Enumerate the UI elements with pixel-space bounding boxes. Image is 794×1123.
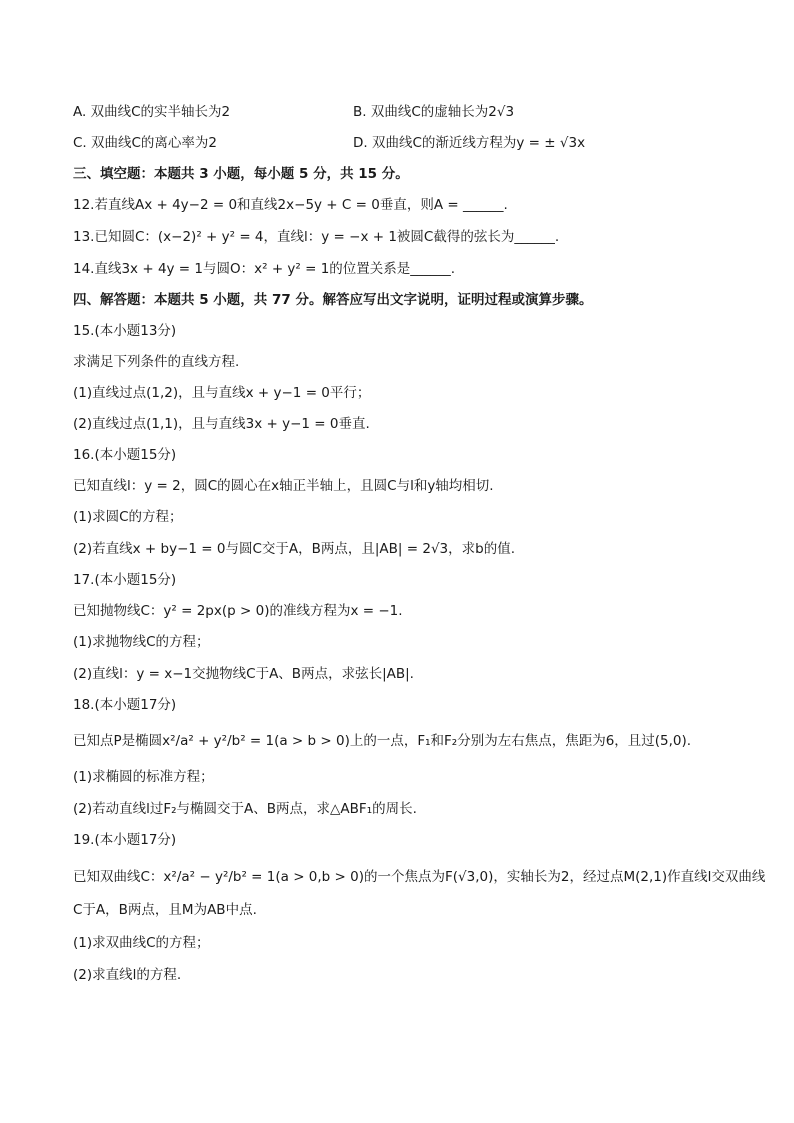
question-19-stem-cont: C于A，B两点，且M为AB中点. [73, 902, 257, 918]
question-15-stem: 求满足下列条件的直线方程. [73, 354, 240, 370]
question-17-part2: (2)直线l：y = x−1交抛物线C于A、B两点，求弦长|AB|. [73, 666, 414, 682]
question-19-part2: (2)求直线l的方程. [73, 967, 182, 983]
question-16-title: 16.(本小题15分) [73, 447, 177, 463]
question-19-part1: (1)求双曲线C的方程； [73, 935, 210, 951]
option-b[interactable]: B. 双曲线C的虚轴长为2√3 [353, 104, 515, 120]
section4-heading: 四、解答题：本题共 5 小题，共 77 分。解答应写出文字说明，证明过程或演算步骤。 [73, 292, 593, 308]
question-12: 12.若直线Ax + 4y−2 = 0和直线2x−5y + C = 0垂直，则A = ______. [73, 197, 508, 213]
question-19-title: 19.(本小题17分) [73, 832, 177, 848]
question-17-part1: (1)求抛物线C的方程； [73, 634, 210, 650]
question-18-title: 18.(本小题17分) [73, 697, 177, 713]
option-a[interactable]: A. 双曲线C的实半轴长为2 [73, 104, 231, 120]
question-18-part2: (2)若动直线l过F₂与椭圆交于A、B两点，求△ABF₁的周长. [73, 801, 417, 817]
question-17-title: 17.(本小题15分) [73, 572, 177, 588]
question-15-part2: (2)直线过点(1,1)，且与直线3x + y−1 = 0垂直. [73, 416, 370, 432]
section3-heading: 三、填空题：本题共 3 小题，每小题 5 分，共 15 分。 [73, 166, 409, 182]
option-row-ab [73, 102, 733, 122]
question-18-stem: 已知点P是椭圆x²/a² + y²/b² = 1(a > b > 0)上的一点，F₁和F₂分别为左右焦点，焦距为6，且过(5,0). [73, 733, 692, 749]
question-14: 14.直线3x + 4y = 1与圆O：x² + y² = 1的位置关系是______. [73, 261, 456, 277]
question-19-stem: 已知双曲线C：x²/a² − y²/b² = 1(a > 0,b > 0)的一个焦点为F(√3,0)，实轴长为2，经过点M(2,1)作直线l交双曲线 [73, 869, 766, 885]
question-16-part1: (1)求圆C的方程； [73, 509, 183, 525]
question-18-part1: (1)求椭圆的标准方程； [73, 769, 214, 785]
question-13: 13.已知圆C：(x−2)² + y² = 4，直线l：y = −x + 1被圆C截得的弦长为______. [73, 229, 560, 245]
question-17-stem: 已知抛物线C：y² = 2px(p > 0)的准线方程为x = −1. [73, 603, 403, 619]
question-16-part2: (2)若直线x + by−1 = 0与圆C交于A，B两点，且|AB| = 2√3，求b的值. [73, 541, 515, 557]
question-15-title: 15.(本小题13分) [73, 323, 177, 339]
option-d[interactable]: D. 双曲线C的渐近线方程为y = ± √3x [353, 135, 586, 151]
question-16-stem: 已知直线l：y = 2，圆C的圆心在x轴正半轴上，且圆C与l和y轴均相切. [73, 478, 494, 494]
option-c[interactable]: C. 双曲线C的离心率为2 [73, 135, 218, 151]
question-15-part1: (1)直线过点(1,2)，且与直线x + y−1 = 0平行； [73, 385, 371, 401]
option-row-cd [73, 133, 733, 153]
